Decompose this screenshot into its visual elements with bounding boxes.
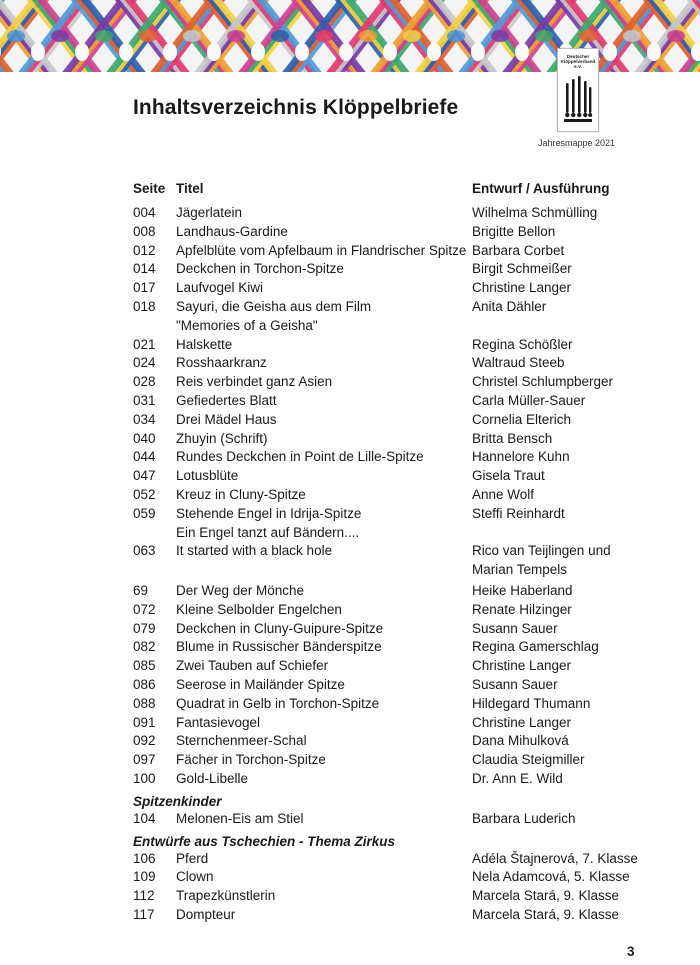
entry-page: 017 (133, 280, 156, 296)
toc-entry (0, 223, 700, 242)
toc-entry (0, 850, 700, 869)
entry-author-line: Birgit Schmeißer (472, 261, 572, 277)
entry-title (176, 298, 468, 336)
toc-entry (0, 505, 700, 543)
entry-author-line: Cornelia Elterich (472, 411, 572, 427)
section-heading (0, 829, 700, 850)
entry-author (472, 223, 672, 242)
entry-title-line: Landhaus-Gardine (176, 223, 288, 239)
entry-author-line: Marcela Stará, 9. Klasse (472, 888, 620, 904)
entry-title (176, 260, 468, 279)
entry-title (176, 751, 468, 770)
entry-title-line: Deckchen in Cluny-Guipure-Spitze (176, 620, 384, 636)
entry-author-line: Nela Adamcová, 5. Klasse (472, 869, 630, 885)
entry-author (472, 906, 672, 925)
entry-page: 097 (133, 752, 156, 768)
entry-author (472, 354, 672, 373)
entry-author-line: Britta Bensch (472, 430, 553, 446)
toc-entry (0, 448, 700, 467)
entry-page: 028 (133, 374, 156, 390)
entry-page: 112 (133, 888, 155, 904)
toc-entry (0, 906, 700, 925)
entry-author (472, 676, 672, 695)
entry-author-line: Marian Tempels (472, 562, 568, 578)
entry-title-line: Melonen-Eis am Stiel (176, 810, 304, 826)
entry-title (176, 906, 468, 925)
toc-entry (0, 242, 700, 261)
toc-entry (0, 620, 700, 639)
entry-author-line: Heike Haberland (472, 582, 573, 598)
entry-author (472, 373, 672, 392)
entry-author-line: Susann Sauer (472, 620, 558, 636)
entry-title (176, 204, 468, 223)
toc-entry (0, 638, 700, 657)
entry-author (472, 714, 672, 733)
entry-title-line: Dompteur (176, 906, 236, 922)
entry-title (176, 373, 468, 392)
entry-title-line: Halskette (176, 336, 233, 352)
entry-author (472, 657, 672, 676)
entry-author-line: Christine Langer (472, 714, 572, 730)
entry-title-line: Stehende Engel in Idrija-Spitze (176, 505, 362, 521)
entry-page: 021 (133, 336, 156, 352)
entry-author (472, 242, 672, 261)
entry-author (472, 260, 672, 279)
toc-entry (0, 601, 700, 620)
entry-author-line: Waltraud Steeb (472, 355, 565, 371)
toc-entry (0, 298, 700, 336)
entry-title-line: Drei Mädel Haus (176, 411, 277, 427)
toc-entry (0, 770, 700, 789)
toc-entry (0, 810, 700, 829)
entry-author-line: Anne Wolf (472, 486, 535, 502)
entry-author (472, 601, 672, 620)
entry-author (472, 486, 672, 505)
toc-entry (0, 887, 700, 906)
entry-title (176, 486, 468, 505)
entry-author-line: Christine Langer (472, 280, 572, 296)
entry-author (472, 204, 672, 223)
page-title: Inhaltsverzeichnis Klöppelbriefe (133, 96, 459, 119)
entry-author (472, 695, 672, 714)
entry-title (176, 354, 468, 373)
entry-title (176, 887, 468, 906)
association-logo (557, 48, 599, 132)
entry-title-line: Trapezkünstlerin (176, 888, 276, 904)
entry-title-line: Zhuyin (Schrift) (176, 430, 268, 446)
entry-page: 014 (133, 261, 156, 277)
entry-title-line: Gold-Libelle (176, 770, 249, 786)
entry-author-line: Susann Sauer (472, 676, 558, 692)
toc-entry (0, 430, 700, 449)
logo-text-line: Deutscher (566, 54, 590, 59)
toc-entry (0, 714, 700, 733)
entry-page: 059 (133, 505, 156, 521)
entry-title (176, 770, 468, 789)
entry-title-line: Apfelblüte vom Apfelbaum in Flandrischer Spitze (176, 242, 467, 258)
entry-author (472, 850, 672, 869)
toc-entry (0, 467, 700, 486)
entry-author (472, 392, 672, 411)
entry-page: 040 (133, 430, 156, 446)
entry-author-line: Regina Gamerschlag (472, 639, 599, 655)
entry-title-line: Der Weg der Mönche (176, 582, 305, 598)
entry-title-line: Kleine Selbolder Engelchen (176, 601, 342, 617)
entry-title-line: Lotusblüte (176, 468, 239, 484)
entry-page: 100 (133, 770, 156, 786)
entry-title-line: "Memories of a Geisha" (176, 317, 318, 333)
entry-page: 063 (133, 543, 156, 559)
entry-title-line: Blume in Russischer Bänderspitze (176, 639, 382, 655)
toc-entry (0, 392, 700, 411)
section-heading-text: Spitzenkinder (133, 793, 222, 809)
entry-author-line: Regina Schößler (472, 336, 573, 352)
entry-page: 092 (133, 733, 156, 749)
entry-title (176, 850, 468, 869)
entry-page: 024 (133, 355, 156, 371)
entry-page: 082 (133, 639, 156, 655)
entry-title-line: Gefiedertes Blatt (176, 392, 277, 408)
entry-author-line: Barbara Luderich (472, 810, 576, 826)
entry-title-line: Kreuz in Cluny-Spitze (176, 486, 306, 502)
entry-title (176, 638, 468, 657)
toc-entry (0, 354, 700, 373)
page-number: 3 (627, 944, 635, 959)
entry-author-line: Adéla Štajnerová, 7. Klasse (472, 850, 638, 866)
toc-entry (0, 582, 700, 601)
toc-entry (0, 695, 700, 714)
column-header-author: Entwurf / Ausführung (472, 181, 610, 196)
toc-entry (0, 411, 700, 430)
entry-author-line: Christine Langer (472, 658, 572, 674)
toc-entry (0, 373, 700, 392)
toc-entry (0, 204, 700, 223)
entry-title (176, 430, 468, 449)
entry-page: 031 (133, 392, 156, 408)
entry-page: 052 (133, 486, 156, 502)
entry-title-line: Sayuri, die Geisha aus dem Film (176, 298, 372, 314)
entry-title-line: Zwei Tauben auf Schiefer (176, 658, 329, 674)
toc-entry (0, 542, 700, 580)
edition-label: Jahresmappe 2021 (538, 138, 616, 148)
entry-author (472, 770, 672, 789)
entry-title (176, 392, 468, 411)
entry-title (176, 676, 468, 695)
column-header-page: Seite (133, 181, 166, 196)
entry-author (472, 336, 672, 355)
entry-title-line: Fantasievogel (176, 714, 261, 730)
entry-page: 004 (133, 205, 156, 220)
entry-title-line: Jägerlatein (176, 205, 243, 220)
toc-entry (0, 732, 700, 751)
entry-title-line: Seerose in Mailänder Spitze (176, 676, 345, 692)
toc-entry (0, 657, 700, 676)
entry-page: 088 (133, 695, 156, 711)
entry-author-line: Renate Hilzinger (472, 601, 572, 617)
entry-author-line: Brigitte Bellon (472, 223, 556, 239)
entry-title (176, 505, 468, 543)
entry-title (176, 242, 468, 261)
entry-author-line: Rico van Teijlingen und (472, 543, 611, 559)
entry-author (472, 448, 672, 467)
entry-page: 085 (133, 658, 156, 674)
bobbins-icon (563, 73, 593, 125)
toc-entry (0, 751, 700, 770)
entry-page: 012 (133, 242, 156, 258)
entry-page: 106 (133, 850, 156, 866)
logo-text-line: e.V. (574, 64, 582, 70)
entry-author (472, 279, 672, 298)
entry-author (472, 298, 672, 317)
entry-title (176, 732, 468, 751)
entry-author-line: Dana Mihulková (472, 733, 569, 749)
entry-author-line: Gisela Traut (472, 468, 545, 484)
entry-title-line: It started with a black hole (176, 543, 333, 559)
entry-title (176, 657, 468, 676)
entry-author (472, 638, 672, 657)
entry-title-line: Rundes Deckchen in Point de Lille-Spitze (176, 449, 424, 465)
toc-entry (0, 279, 700, 298)
entry-author-line: Marcela Stará, 9. Klasse (472, 906, 620, 922)
entry-title-line: Pferd (176, 850, 209, 866)
entry-author (472, 582, 672, 601)
entry-title (176, 714, 468, 733)
entry-page: 69 (133, 582, 149, 598)
toc-entry (0, 868, 700, 887)
table-of-contents (0, 204, 700, 925)
entry-title (176, 448, 468, 467)
entry-page: 047 (133, 468, 156, 484)
entry-author-line: Hildegard Thumann (472, 695, 591, 711)
entry-title (176, 411, 468, 430)
entry-author-line: Claudia Steigmiller (472, 752, 585, 768)
entry-page: 018 (133, 298, 156, 314)
entry-page: 117 (133, 906, 155, 922)
entry-page: 034 (133, 411, 156, 427)
entry-author (472, 430, 672, 449)
entry-author-line: Carla Müller-Sauer (472, 392, 586, 408)
entry-title (176, 223, 468, 242)
entry-author (472, 810, 672, 829)
column-header-title: Titel (176, 181, 204, 196)
entry-title (176, 810, 468, 829)
entry-page: 079 (133, 620, 156, 636)
entry-title (176, 601, 468, 620)
entry-title (176, 868, 468, 887)
entry-author-line: Dr. Ann E. Wild (472, 770, 563, 786)
section-heading (0, 789, 700, 810)
entry-author-line: Hannelore Kuhn (472, 449, 570, 465)
entry-page: 008 (133, 223, 156, 239)
entry-title (176, 695, 468, 714)
entry-author-line: Christel Schlumpberger (472, 374, 614, 390)
entry-title-line: Clown (176, 869, 214, 885)
entry-title (176, 336, 468, 355)
toc-entry (0, 336, 700, 355)
entry-title-line: Sternchenmeer-Schal (176, 733, 307, 749)
entry-author (472, 732, 672, 751)
entry-author (472, 411, 672, 430)
entry-title-line: Rosshaarkranz (176, 355, 267, 371)
entry-page: 091 (133, 714, 156, 730)
entry-author (472, 620, 672, 639)
entry-title-line: Laufvogel Kiwi (176, 280, 264, 296)
entry-author (472, 467, 672, 486)
entry-title (176, 620, 468, 639)
entry-title (176, 279, 468, 298)
entry-title-line: Ein Engel tanzt auf Bändern.... (176, 524, 360, 540)
entry-title-line: Fächer in Torchon-Spitze (176, 752, 326, 768)
entry-page: 109 (133, 869, 156, 885)
entry-page: 072 (133, 601, 156, 617)
entry-author (472, 542, 672, 580)
logo-text (558, 54, 598, 70)
entry-title-line: Reis verbindet ganz Asien (176, 374, 333, 390)
entry-author-line: Steffi Reinhardt (472, 505, 565, 521)
entry-author (472, 887, 672, 906)
toc-entry (0, 676, 700, 695)
section-heading-text: Entwürfe aus Tschechien - Thema Zirkus (133, 833, 396, 849)
entry-title (176, 542, 468, 561)
entry-title-line: Quadrat in Gelb in Torchon-Spitze (176, 695, 380, 711)
entry-author-line: Wilhelma Schmülling (472, 205, 598, 220)
toc-entry (0, 260, 700, 279)
entry-page: 044 (133, 449, 156, 465)
entry-page: 086 (133, 676, 156, 692)
entry-author (472, 505, 672, 524)
entry-title (176, 467, 468, 486)
entry-author-line: Barbara Corbet (472, 242, 565, 258)
toc-entry (0, 486, 700, 505)
entry-author-line: Anita Dähler (472, 298, 547, 314)
entry-title (176, 582, 468, 601)
entry-title-line: Deckchen in Torchon-Spitze (176, 261, 344, 277)
entry-author (472, 751, 672, 770)
entry-page: 104 (133, 810, 156, 826)
logo-text-line: Klöppelverband (560, 59, 596, 65)
entry-author (472, 868, 672, 887)
